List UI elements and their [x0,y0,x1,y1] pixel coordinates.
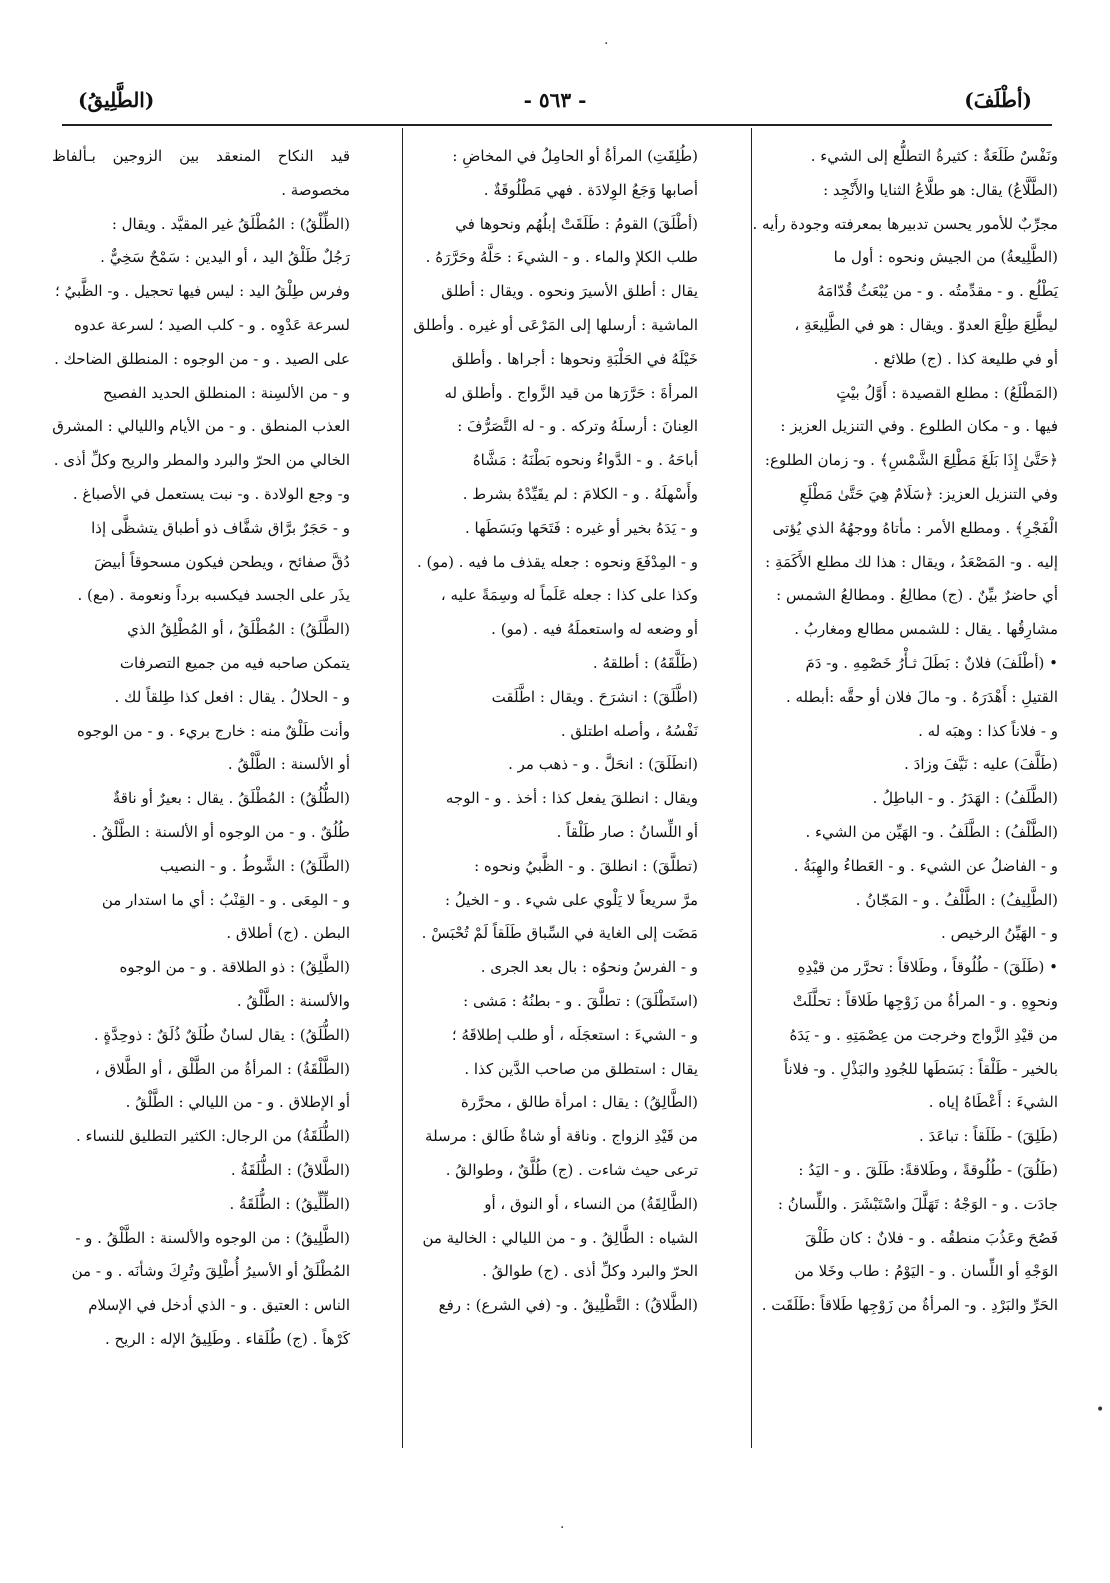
text-line: ونحوِهِ . و - المرأةُ من زَوْجِها طَلاقاً : تحلَّلَتْ [792,991,1058,1010]
scan-speck: • [1096,1402,1105,1418]
text-line: وأنت طَلْقٌ منه : خارج بريء . و - من الوجوه [77,721,350,740]
text-line: و - المِعَى . و - القِنْبُ : أي ما استدار من [101,890,350,909]
text-line: (الطَّلَّاعُ) يقال: هو طلَّاعُ الثنايا والأَنْجِد : [823,180,1058,199]
text-line: (الطَّلَقُ) : المُطْلَقُ ، أو المُطْلِقُ الذي [127,620,350,639]
text-line: الماشية : أرسلها إلى المَرْعَى أو غيره . وأطلق [413,315,698,334]
text-line: وأَسْهلَهُ . و - الكلامَ : لم يقَيِّدْهُ بشرط . [462,484,698,503]
text-line: الْفَجْرِ﴾ . ومطلع الأمر : مأتاهُ ووجهُهُ الذي يُؤتى [772,518,1058,537]
text-line: وكذا على كذا : جعله عَلَماً له وسِمَةً عليه ، [440,586,698,605]
text-line: دُقَّ صفائح ، ويطحن فيكون مسحوقاً أبيضَ [94,552,350,571]
text-line: الشياه : الطَّالِقُ . و - من الليالي : الخالية من [422,1228,698,1247]
scan-speck: · [604,36,609,52]
text-line: (الطَّلِيعةُ) من الجيش ونحوه : أول ما [833,248,1058,267]
page-number: - ٥٦٣ - [523,88,587,112]
text-column-right [752,140,1058,1323]
text-line: ﴿حَتَّىٰ إِذَا بَلَغَ مَطْلِعَ الشَّمْسِ﴾ . و- زمان الطلوع: [764,451,1058,470]
text-line: (الطَّلاقُ) : الطُّلَقَةُ . [230,1160,350,1179]
text-line: الحرّ والبرد وكلِّ أذى . (ج) طوالقُ . [482,1262,698,1281]
text-line: • (أطْلَفَ) فلانٌ : بَطَلَ ثـأْرُ خَصْمِهِ . و- دَمَ [805,653,1058,672]
text-line: العِنانَ : أرسلَهُ وتركه . و - له التَّصَرُّفَ : [457,417,698,436]
text-line: (الطَّلاقُ) : التَّطْلِيقُ . و- (في الشرع) : رفع [438,1296,698,1315]
guide-word-first: (أطْلَفَ) [964,88,1032,112]
text-line: أصابها وَجَعُ الوِلادَة . فهي مَطْلُوقَةٌ . [483,180,698,199]
text-line: (الطِّلِّيقُ) : الطُّلَقَةُ . [229,1194,350,1213]
text-line: والألسنة : الطَّلْقُ . [236,991,350,1010]
scan-speck: · [560,1520,565,1536]
text-line: (الطُّلَقَةُ) من الرجال: الكثير التطليق للنساء . [76,1127,350,1146]
text-line: و - المِدْفَعَ ونحوه : جعله يقذف ما فيه . (مو) . [416,552,698,571]
text-line: (طُلِقَتِ) المرأةُ أو الحامِلُ في المخاضِ : [452,147,698,165]
text-line: أو الإطلاق . و - من الليالي : الطَّلْقُ . [125,1093,350,1112]
text-line: و - الهَيِّنُ الرخيص . [941,924,1058,943]
text-line: فيها . و - مكان الطلوع . وفي التنزيل العزيز : [780,417,1058,436]
text-column-left [52,140,350,1357]
text-line: أي حاضرٌ بيِّنٌ . (ج) مطالِعُ . ومطالعُ الشمس : [776,586,1058,605]
text-line: مَضَت إلى الغاية في السِّباق طَلَقاً لَمْ تُحْبَسْ . [421,924,698,943]
text-line: (الطَّلْقَةُ) : المرأةُ من الطَّلْق ، أو الطَّلاق ، [95,1059,350,1078]
text-line: فَصُحَ وعَذُبَ منطقُه . و - فلانٌ : كان طَلْقَ [805,1228,1058,1247]
text-line: (طَلِقَ) - طَلَقاً : تباعَدَ . [918,1127,1058,1146]
text-line: على الصيد . و - من الوجوه : المنطلق الضاحك . [54,349,350,368]
text-line: بالخير - طَلْقاً : بَسَطَها للجُودِ والبَذْلِ . و- فلاناً [783,1059,1058,1078]
text-line: خَيْلَهُ في الحَلْبَةِ ونحوها : أجراها . وأطلق [451,349,698,368]
text-line: العذب المنطق . و - من الأيام والليالي : المشرق [52,417,350,436]
text-line: ويقال : انطلقَ يفعل كذا : أخذ . و - الوجه [445,789,698,808]
text-line: الوَجْهِ أو اللِّسان . و - اليَوْمُ : طاب وخَلا من [794,1262,1058,1281]
text-line: جادَت . و - الوَجْهُ : تَهَلَّلَ واسْتَبْشَرَ . واللِّسانُ : [777,1194,1058,1213]
text-line: مرَّ سريعاً لا يَلْوي على شيء . و - الخيلُ : [445,890,698,909]
page-header [78,88,1032,124]
text-line: يَطْلُع . و - مقدِّمتُه . و - من يُبْعَثُ قُدّامَهُ [817,282,1058,301]
text-line: (الطَّالِقَةُ) من النساء ، أو النوق ، أو [484,1194,698,1213]
text-line: أو في طليعة كذا . (ج) طلائع . [873,349,1058,368]
text-line: (الطَّلَقُ) : الشَّوطُ . و - النصيب [159,856,350,875]
text-line: و - يَدَهُ بخير أو غيره : فَتَحَها وبَسَطَها . [465,518,698,537]
text-line: الخالي من الحرّ والبرد والمطر والريح وكلِّ أذى . [53,451,350,470]
text-line: طلب الكلإ والماء . و - الشيءَ : حَلَّهُ وحَرَّرَهُ . [425,248,698,267]
text-line: (انطَلَقَ) : انحَلَّ . و - ذهب مر . [508,755,698,774]
text-line: (أطْلَقَ) القومُ : طَلَقَتْ إبلُهُم ونحوها في [455,214,698,233]
text-line: وفي التنزيل العزيز: ﴿سَلَامٌ هِيَ حَتَّىٰ مَطْلَعِ [799,484,1058,503]
text-line: و - الحلالُ . يقال : افعل كذا طِلقاً لك . [114,687,350,706]
text-line: من قَيْدِ الزواج . وناقة أو شاةٌ طَالق : مرسلة [425,1127,698,1146]
text-line: الناس : العتيق . و - الذي أدخل في الإسلام [88,1296,350,1315]
text-line: (طَلَّقَهُ) : أطلقهُ . [592,653,698,672]
text-line: (تطلَّقَ) : انطلقَ . و - الظَّبيُ ونحوه : [474,856,698,875]
text-line: و - الفاضلُ عن الشيء . و - العَطاءُ والهِبَةُ . [793,856,1058,875]
text-line: المرأةَ : حَرَّرَها من قيد الزَّواج . وأطلق له [444,383,698,402]
text-line: الشيءَ : أَعْطَاهُ إياه . [928,1093,1058,1112]
text-line: (الطَّالِقُ) : يقال : امرأة طالق ، محرَّرة [460,1093,698,1112]
text-line: كَرْهاً . (ج) طُلَقاء . وطَلِيقُ الإله : الريح . [104,1329,350,1348]
text-line: وفرس طِلْقُ اليد : ليس فيها تحجيل . و- الظَّبيُ ؛ [54,282,350,301]
text-line: (طَلَّفَ) عليه : نَيَّفَ وزادَ . [904,755,1058,774]
text-column-middle [398,140,698,1323]
text-line: أباحَهُ . و - الدَّواءُ ونحوه بَطْنَهُ : مَشَّاهُ [472,451,698,470]
text-line: (الطِّلْقُ) : المُطْلَقُ غير المقيَّد . ويقال : [111,214,350,233]
text-line: مجرِّبٌ للأمور يحسن تدبيرها بمعرفته وجودة رأيه . [752,214,1058,233]
text-line: المُطْلَقُ أو الأسيرُ أُطْلِقَ وتُرِكَ وشأنَه . و - من [71,1262,350,1281]
text-line: أو الألسنة : الطَّلْقُ . [227,755,350,774]
text-line: يقال : استطلق من صاحب الدَّين كذا . [464,1059,698,1078]
guide-word-last: (الطَّلِيقُ) [78,88,155,112]
text-line: (الطَّلِيقُ) : من الوجوه والألسنة : الطَّلْقُ . و - [75,1228,350,1247]
text-line: و - الشيءَ : استعجَلَه ، أو طلب إطلاقَهُ ؛ [451,1025,698,1044]
text-line: (طَلُقَ) - طُلُوقةً ، وطَلاقةً: طَلَقَ . و - اليَدُ : [798,1160,1058,1179]
text-line: (الطُّلُقُ) : المُطْلَقُ . يقال : بعيرٌ أو ناقةٌ [112,789,350,808]
text-line: أو وضعه له واستعملَهُ فيه . (مو) . [491,620,698,639]
text-line: قيد النكاح المنعقد بين الزوجين بـألفاظ مخصوصة . [52,147,350,199]
text-line: • (طَلَقَ) - طُلُوقاً ، وطَلاقاً : تحرَّر من قيْدِهِ [797,958,1058,977]
text-line: (الطَّلْفُ) : الطَّلَفُ . و- الهَيِّن من الشيء . [805,822,1058,841]
text-line: (استَطْلَقَ) : تطلَّقَ . و - بطنُهُ : مَشى : [463,991,698,1010]
text-line: ترعى حيث شاءت . (ج) طُلَّقٌ ، وطوالقُ . [445,1160,698,1179]
text-line: ونَفْسٌ طَلَعَةٌ : كثيرةُ التطلُّع إلى الشيء . [810,147,1058,165]
text-line: لسرعة عَدْوِه . و - كلب الصيد ؛ لسرعة عدوه [73,315,350,334]
text-line: و - فلاناً كذا : وهبَه له . [918,721,1058,740]
text-line: (الطَّلِقُ) : ذو الطلاقة . و - من الوجوه [119,958,350,977]
text-line: و- وجع الولادة . و- نبت يستعمل في الأصباغ . [72,484,350,503]
text-line: (اطَّلَقَ) : انشرَحَ . ويقال : اطَّلَقت [491,687,698,706]
text-line: (الطَّلَفُ) : الهَدَرُ . و - الباطِلُ . [872,789,1058,808]
text-line: و - حَجَرٌ برَّاق شفَّاف ذو أطباق يتشظَّى إذا [91,518,350,537]
text-line: (الطُّلَقُ) : يقال لسانٌ طُلَقٌ ذُلَقٌ : ذوحِدَّةٍ . [93,1025,350,1044]
text-line: يتمكن صاحبه فيه من جميع التصرفات [119,653,350,672]
header-rule [62,124,1052,126]
text-line: إليه . و- المَصْعَدُ ، ويقال : هذا لك مطلع الأَكَمَةِ : [765,552,1058,571]
text-line: أو اللِّسانُ : صار طَلْقاً . [556,822,698,841]
text-line: و - من الألسِنة : المنطلق الحديد الفصيح [102,383,350,402]
text-line: رَجُلٌ طَلْقُ اليد ، أو اليدين : سَمْحٌ سَخِيٌّ . [100,248,350,267]
text-line: مشارِقُها . يقال : للشمس مطالع ومغاربُ . [794,620,1058,639]
text-line: البطن . (ج) أطلاق . [226,924,350,943]
text-line: (المَطْلَعُ) : مطلع القصيدة : أَوَّلُ بيْتٍ [836,383,1058,402]
text-line: القتيلِ : أَهْدَرَهُ . و- مالَ فلان أو حقَّه :أبطله . [785,687,1058,706]
text-line: نَفْسُهُ ، وأصله اطتلق . [560,721,698,740]
text-line: (الطَّلِيفُ) : الطَّلْفُ . و - المَجّانُ . [855,890,1058,909]
text-line: من قيْدِ الزَّواج وخرجت من عِصْمَتِهِ . و - يَدَهُ [789,1025,1058,1044]
text-line: طُلُقٌ . و - من الوجوه أو الألسنة : الطَّلْقُ . [92,822,350,841]
text-line: الحَرِّ والبَرْدِ . و- المرأةُ من زَوْجِها طَلاقاً :طَلَقَت . [761,1296,1058,1315]
text-line: و - الفرسُ ونحوُه : بال بعد الجرى . [480,958,698,977]
text-line: يذَر على الجسد فيكسبه برداً ونعومة . (مع) . [77,586,350,605]
text-line: ليطَّلِعَ طِلْعَ العدوّ . ويقال : هو في الطَّلِيعَةِ ، [794,315,1058,334]
text-line: يقال : أطلق الأسيرَ ونحوه . ويقال : أطلق [441,282,698,301]
